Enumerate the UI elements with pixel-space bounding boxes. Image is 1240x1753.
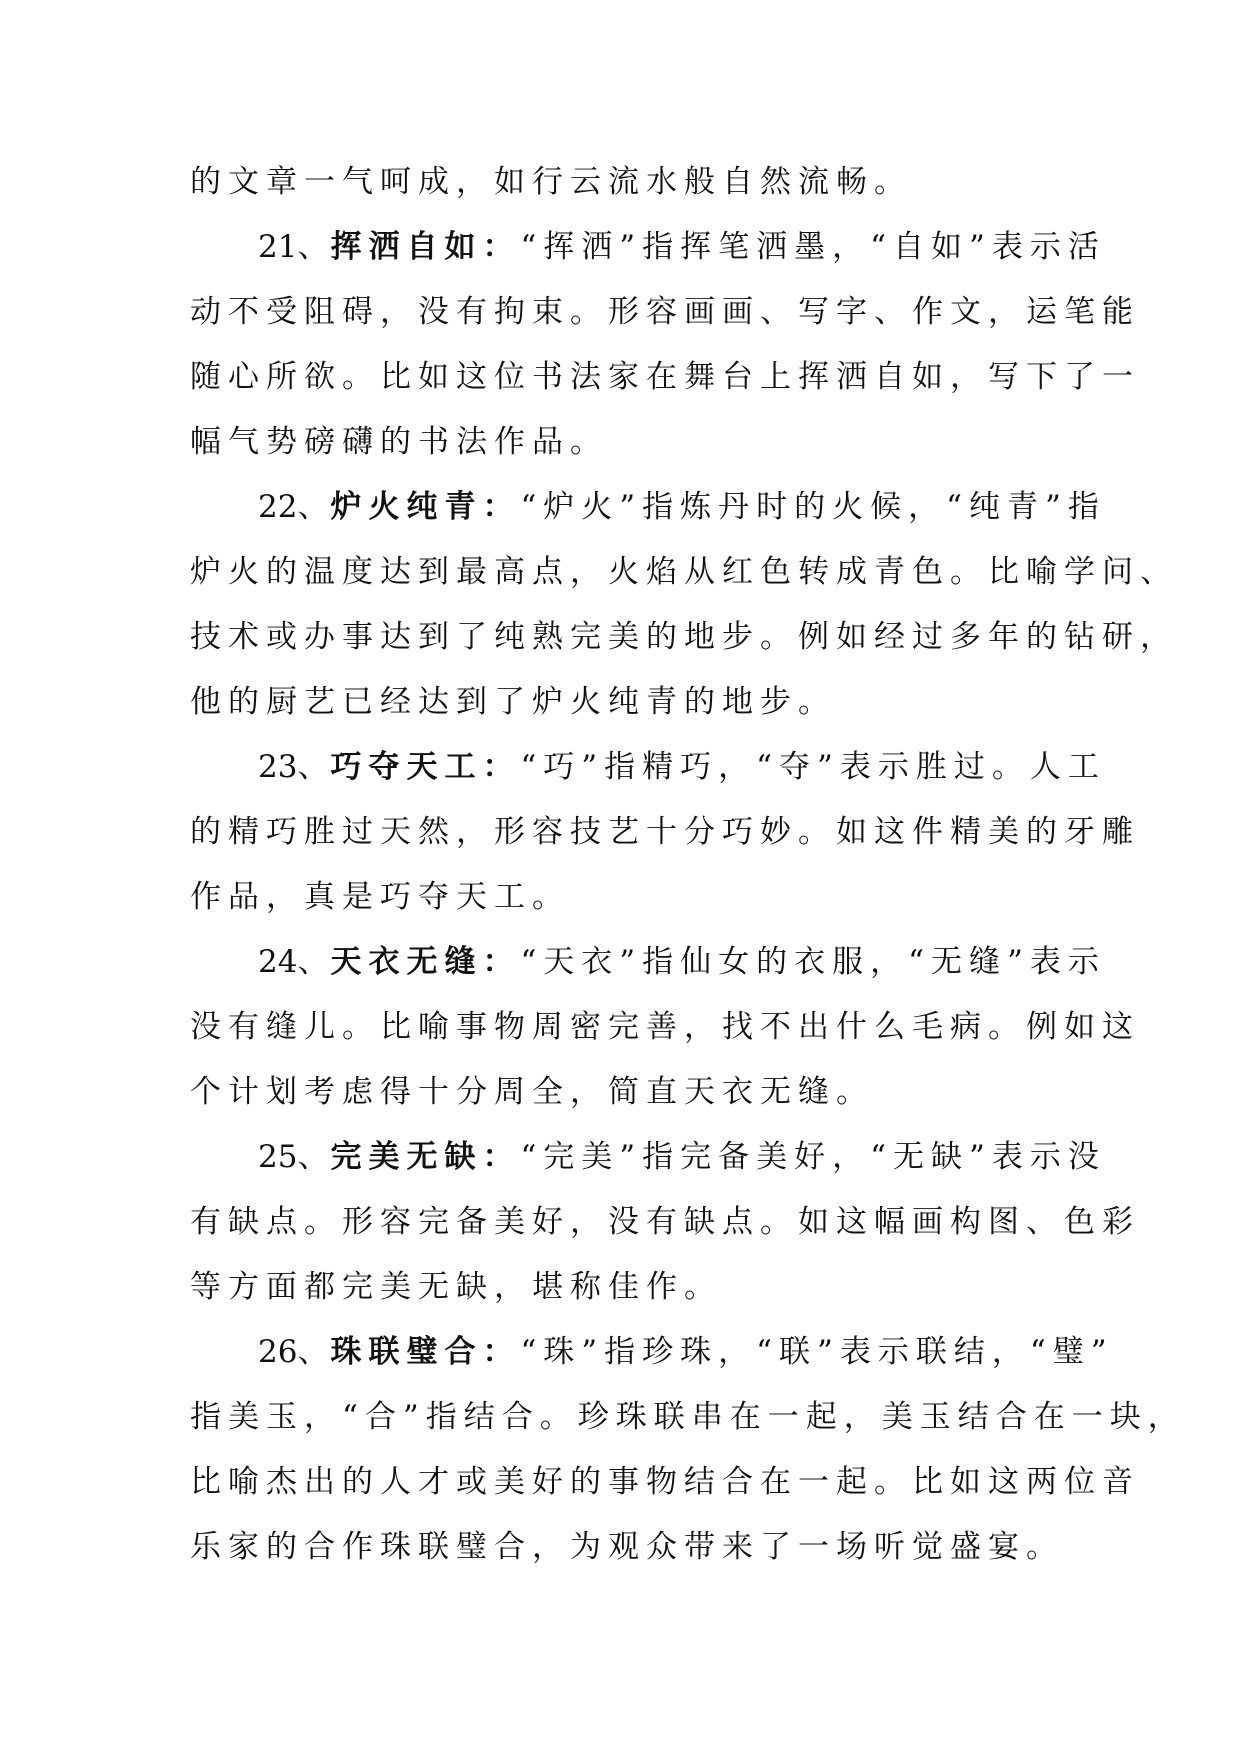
entry-term: 天衣无缝： <box>330 944 521 980</box>
paragraph-line: 的文章一气呵成，如行云流水般自然流畅。 <box>190 164 912 200</box>
entry-26-first-line <box>258 1332 1114 1372</box>
entry-text: “炉火”指炼丹时的火候，“纯青”指 <box>520 489 1106 525</box>
paragraph-line: 个计划考虑得十分周全，简直天衣无缝。 <box>190 1074 874 1110</box>
paragraph-line: 他的厨艺已经达到了炉火纯青的地步。 <box>190 684 836 720</box>
entry-21-first-line <box>258 227 1106 267</box>
paragraph-line: 幅气势磅礴的书法作品。 <box>190 424 608 460</box>
paragraph-line: 没有缝儿。比喻事物周密完善，找不出什么毛病。例如这 <box>190 1009 1140 1045</box>
entry-25-first-line <box>258 1137 1106 1177</box>
paragraph-line: 作品，真是巧夺天工。 <box>190 879 570 915</box>
paragraph-line: 动不受阻碍，没有拘束。形容画画、写字、作文，运笔能 <box>190 294 1140 330</box>
paragraph-line: 等方面都完美无缺，堪称佳作。 <box>190 1269 722 1305</box>
entry-number: 26、 <box>258 1334 329 1370</box>
entry-term: 挥洒自如： <box>330 229 521 265</box>
entry-number: 22、 <box>258 489 329 525</box>
paragraph-line: 炉火的温度达到最高点，火焰从红色转成青色。比喻学问、 <box>190 554 1178 590</box>
paragraph-line: 有缺点。形容完备美好，没有缺点。如这幅画构图、色彩 <box>190 1204 1140 1240</box>
entry-term: 完美无缺： <box>330 1139 521 1175</box>
paragraph-line: 指美玉，“合”指结合。珍珠联串在一起，美玉结合在一块， <box>190 1399 1186 1435</box>
entry-text: “挥洒”指挥笔洒墨，“自如”表示活 <box>520 229 1106 265</box>
entry-number: 24、 <box>258 944 329 980</box>
paragraph-line: 乐家的合作珠联璧合，为观众带来了一场听觉盛宴。 <box>190 1529 1064 1565</box>
entry-number: 21、 <box>258 229 329 265</box>
entry-term: 炉火纯青： <box>330 489 521 525</box>
entry-text: “完美”指完备美好，“无缺”表示没 <box>520 1139 1106 1175</box>
paragraph-line: 随心所欲。比如这位书法家在舞台上挥洒自如，写下了一 <box>190 359 1140 395</box>
entry-text: “珠”指珍珠，“联”表示联结，“璧” <box>520 1334 1114 1370</box>
paragraph-line: 的精巧胜过天然，形容技艺十分巧妙。如这件精美的牙雕 <box>190 814 1140 850</box>
paragraph-line: 技术或办事达到了纯熟完美的地步。例如经过多年的钻研， <box>190 619 1178 655</box>
entry-24-first-line <box>258 942 1106 982</box>
entry-number: 23、 <box>258 749 329 785</box>
entry-22-first-line <box>258 487 1106 527</box>
entry-23-first-line <box>258 747 1106 787</box>
entry-number: 25、 <box>258 1139 329 1175</box>
entry-text: “巧”指精巧，“夺”表示胜过。人工 <box>520 749 1106 785</box>
entry-term: 珠联璧合： <box>330 1334 521 1370</box>
paragraph-line: 比喻杰出的人才或美好的事物结合在一起。比如这两位音 <box>190 1464 1140 1500</box>
entry-term: 巧夺天工： <box>330 749 521 785</box>
entry-text: “天衣”指仙女的衣服，“无缝”表示 <box>520 944 1106 980</box>
